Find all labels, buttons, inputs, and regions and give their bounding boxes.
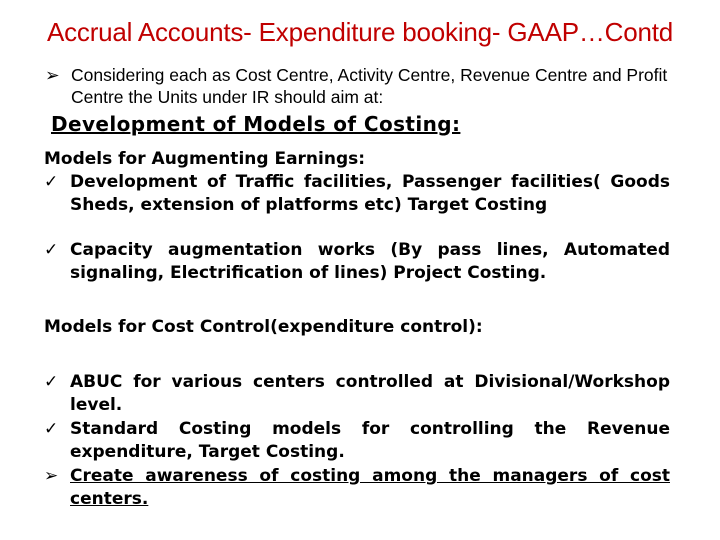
intro-text: Considering each as Cost Centre, Activity Centre, Revenue Centre and Profit Centre the Units under IR should aim at: <box>71 65 668 107</box>
checkmark-icon: ✓ <box>44 372 59 392</box>
checkmark-icon: ✓ <box>44 240 59 260</box>
section-heading: Development of Models of Costing: <box>51 112 461 136</box>
list-item <box>44 371 670 416</box>
list-item-text: Development of Traffic facilities, Passenger facilities( Goods Sheds, extension of platforms etc) Target Costing <box>70 172 670 215</box>
list-item-text: Standard Costing models for controlling the Revenue expenditure, Target Costing. <box>70 419 670 462</box>
list-item <box>44 465 670 510</box>
subheading-cost-control: Models for Cost Control(expenditure control): <box>44 317 483 337</box>
checkmark-icon: ✓ <box>44 172 59 192</box>
list-item <box>44 239 670 284</box>
slide-title: Accrual Accounts- Expenditure booking- GAAP…Contd <box>46 17 674 47</box>
list-item-text: Capacity augmentation works (By pass lines, Automated signaling, Electrification of lines) Project Costing. <box>70 240 670 283</box>
arrow-bullet-icon: ➢ <box>45 65 60 85</box>
list-item <box>44 418 670 463</box>
arrow-bullet-icon: ➢ <box>44 466 59 486</box>
list-item-text: Create awareness of costing among the managers of cost centers. <box>70 466 670 509</box>
checkmark-icon: ✓ <box>44 419 59 439</box>
subheading-augmenting-earnings: Models for Augmenting Earnings: <box>44 149 366 169</box>
list-item <box>44 171 670 216</box>
intro-bullet <box>45 64 685 108</box>
list-item-text: ABUC for various centers controlled at Divisional/Workshop level. <box>70 372 670 415</box>
